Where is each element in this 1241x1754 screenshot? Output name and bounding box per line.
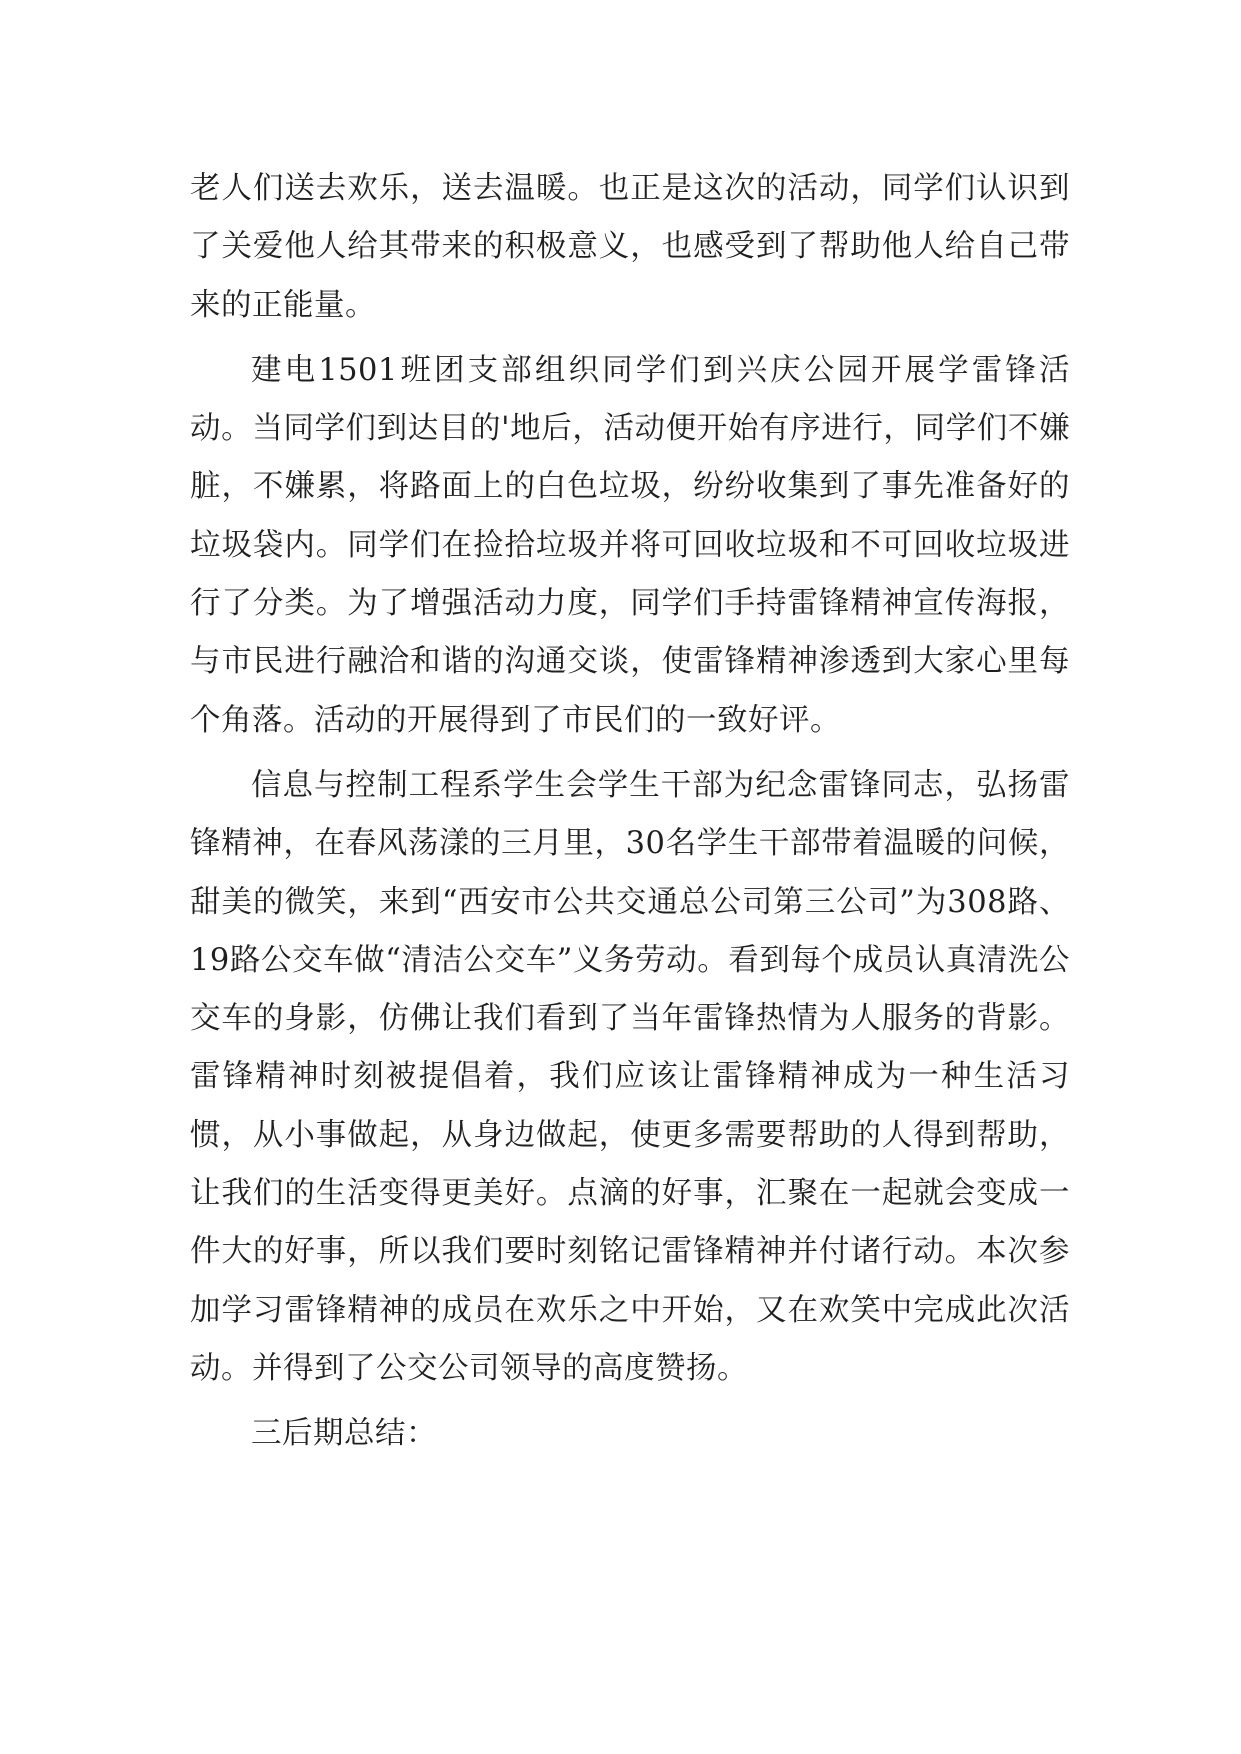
paragraph-1: 老人们送去欢乐，送去温暖。也正是这次的活动，同学们认识到了关爱他人给其带来的积极意义，也感受到了帮助他人给自己带来的正能量。 — [190, 171, 1070, 323]
paragraph-2: 建电1501班团支部组织同学们到兴庆公园开展学雷锋活动。当同学们到达目的'地后，活动便开始有序进行，同学们不嫌脏，不嫌累，将路面上的白色垃圾，纷纷收集到了事先准备好的垃圾袋内。同学们在捡拾垃圾并将可回收垃圾和不可回收垃圾进行了分类。为了增强活动力度，同学们手持雷锋精神宣传海报，与市民进行融洽和谐的沟通交谈，使雷锋精神渗透到大家心里每个角落。活动的开展得到了市民们的一致好评。 — [190, 352, 1070, 738]
section-heading-summary: 三后期总结： — [251, 1416, 437, 1452]
paragraph-3: 信息与控制工程系学生会学生干部为纪念雷锋同志，弘扬雷锋精神，在春风荡漾的三月里，30名学生干部带着温暖的问候，甜美的微笑，来到“西安市公共交通总公司第三公司”为308路、19路公交车做“清洁公交车”义务劳动。看到每个成员认真清洗公交车的身影，仿佛让我们看到了当年雷锋热情为人服务的背影。雷锋精神时刻被提倡着，我们应该让雷锋精神成为一种生活习惯，从小事做起，从身边做起，使更多需要帮助的人得到帮助，让我们的生活变得更美好。点滴的好事，汇聚在一起就会变成一件大的好事，所以我们要时刻铭记雷锋精神并付诸行动。本次参加学习雷锋精神的成员在欢乐之中开始，又在欢笑中完成此次活动。并得到了公交公司领导的高度赞扬。 — [190, 767, 1070, 1386]
body-text — [190, 160, 1070, 1471]
